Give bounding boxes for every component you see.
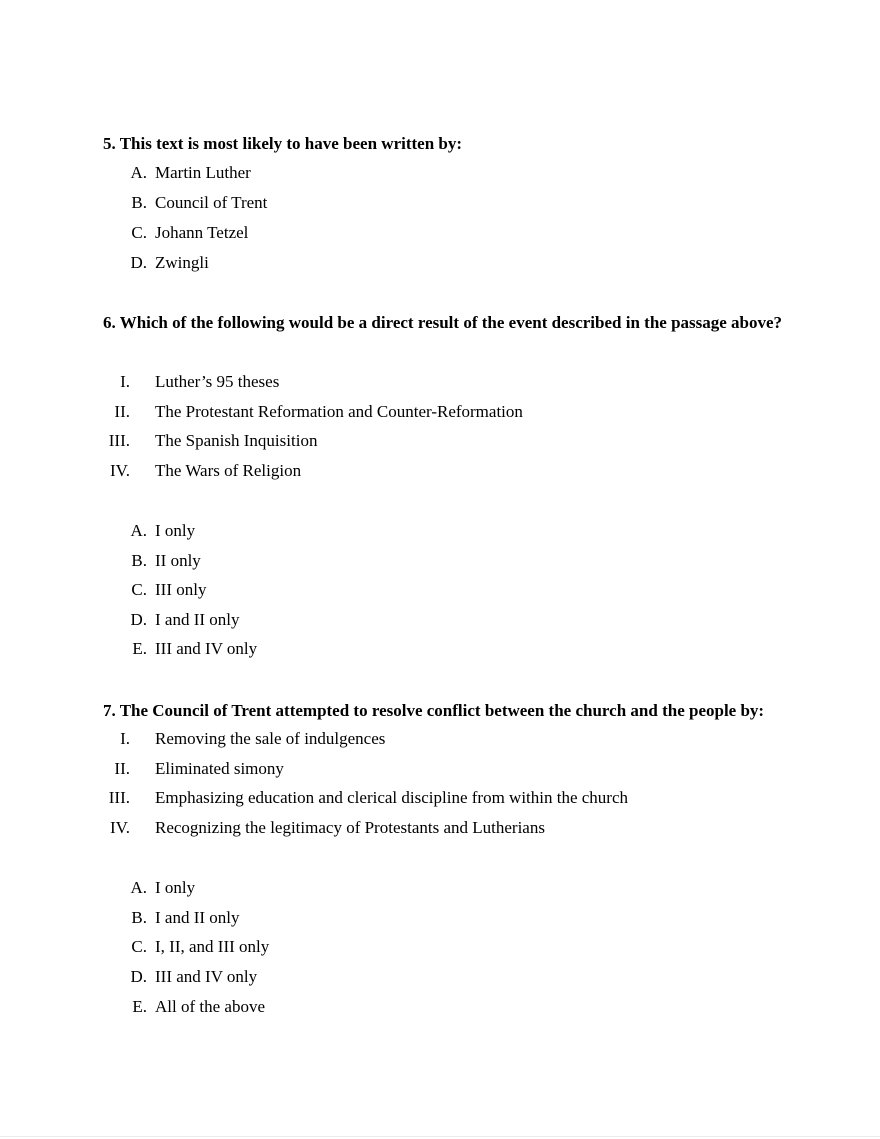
question-5-text: 5. This text is most likely to have been written by: bbox=[103, 134, 463, 153]
choice-label: D. bbox=[130, 967, 147, 986]
choice-label: B. bbox=[131, 908, 147, 927]
choice-text: III and IV only bbox=[155, 967, 258, 986]
choice-text: Martin Luther bbox=[155, 163, 251, 182]
choice-label: B. bbox=[131, 193, 147, 212]
statement-label: IV. bbox=[110, 818, 130, 837]
choice-text: III and IV only bbox=[155, 639, 258, 658]
choice-text: III only bbox=[155, 580, 207, 599]
choice-text: I, II, and III only bbox=[155, 937, 270, 956]
statement-text: The Spanish Inquisition bbox=[155, 431, 318, 450]
page-bottom-edge bbox=[0, 1136, 880, 1137]
choice-label: C. bbox=[131, 580, 147, 599]
statement-label: III. bbox=[108, 431, 130, 450]
choice-label: C. bbox=[131, 223, 147, 242]
statement-label: II. bbox=[114, 402, 130, 421]
question-7-text: 7. The Council of Trent attempted to resolve conflict between the church and the people by: bbox=[103, 701, 765, 720]
choice-text: I only bbox=[155, 521, 196, 540]
choice-text: All of the above bbox=[155, 997, 265, 1016]
choice-label: D. bbox=[130, 253, 147, 272]
choice-label: A. bbox=[130, 521, 147, 540]
statement-label: III. bbox=[108, 788, 130, 807]
choice-text: Council of Trent bbox=[155, 193, 268, 212]
choice-text: Johann Tetzel bbox=[155, 223, 249, 242]
choice-label: C. bbox=[131, 937, 147, 956]
question-6-text: 6. Which of the following would be a direct result of the event described in the passage above? bbox=[103, 313, 783, 332]
statement-text: Luther’s 95 theses bbox=[155, 372, 280, 391]
choice-text: I and II only bbox=[155, 610, 240, 629]
statement-text: Recognizing the legitimacy of Protestants and Lutherians bbox=[155, 818, 545, 837]
statement-text: The Protestant Reformation and Counter-Reformation bbox=[155, 402, 523, 421]
statement-text: Removing the sale of indulgences bbox=[155, 729, 386, 748]
choice-label: D. bbox=[130, 610, 147, 629]
choice-label: A. bbox=[130, 163, 147, 182]
choice-text: Zwingli bbox=[155, 253, 209, 272]
statement-text: The Wars of Religion bbox=[155, 461, 302, 480]
choice-label: A. bbox=[130, 878, 147, 897]
statement-text: Emphasizing education and clerical discipline from within the church bbox=[155, 788, 629, 807]
choice-text: II only bbox=[155, 551, 201, 570]
statement-label: I. bbox=[120, 729, 130, 748]
statement-label: I. bbox=[120, 372, 130, 391]
statement-text: Eliminated simony bbox=[155, 759, 284, 778]
choice-label: B. bbox=[131, 551, 147, 570]
choice-text: I only bbox=[155, 878, 196, 897]
statement-label: II. bbox=[114, 759, 130, 778]
choice-text: I and II only bbox=[155, 908, 240, 927]
statement-label: IV. bbox=[110, 461, 130, 480]
choice-label: E. bbox=[132, 997, 147, 1016]
choice-label: E. bbox=[132, 639, 147, 658]
